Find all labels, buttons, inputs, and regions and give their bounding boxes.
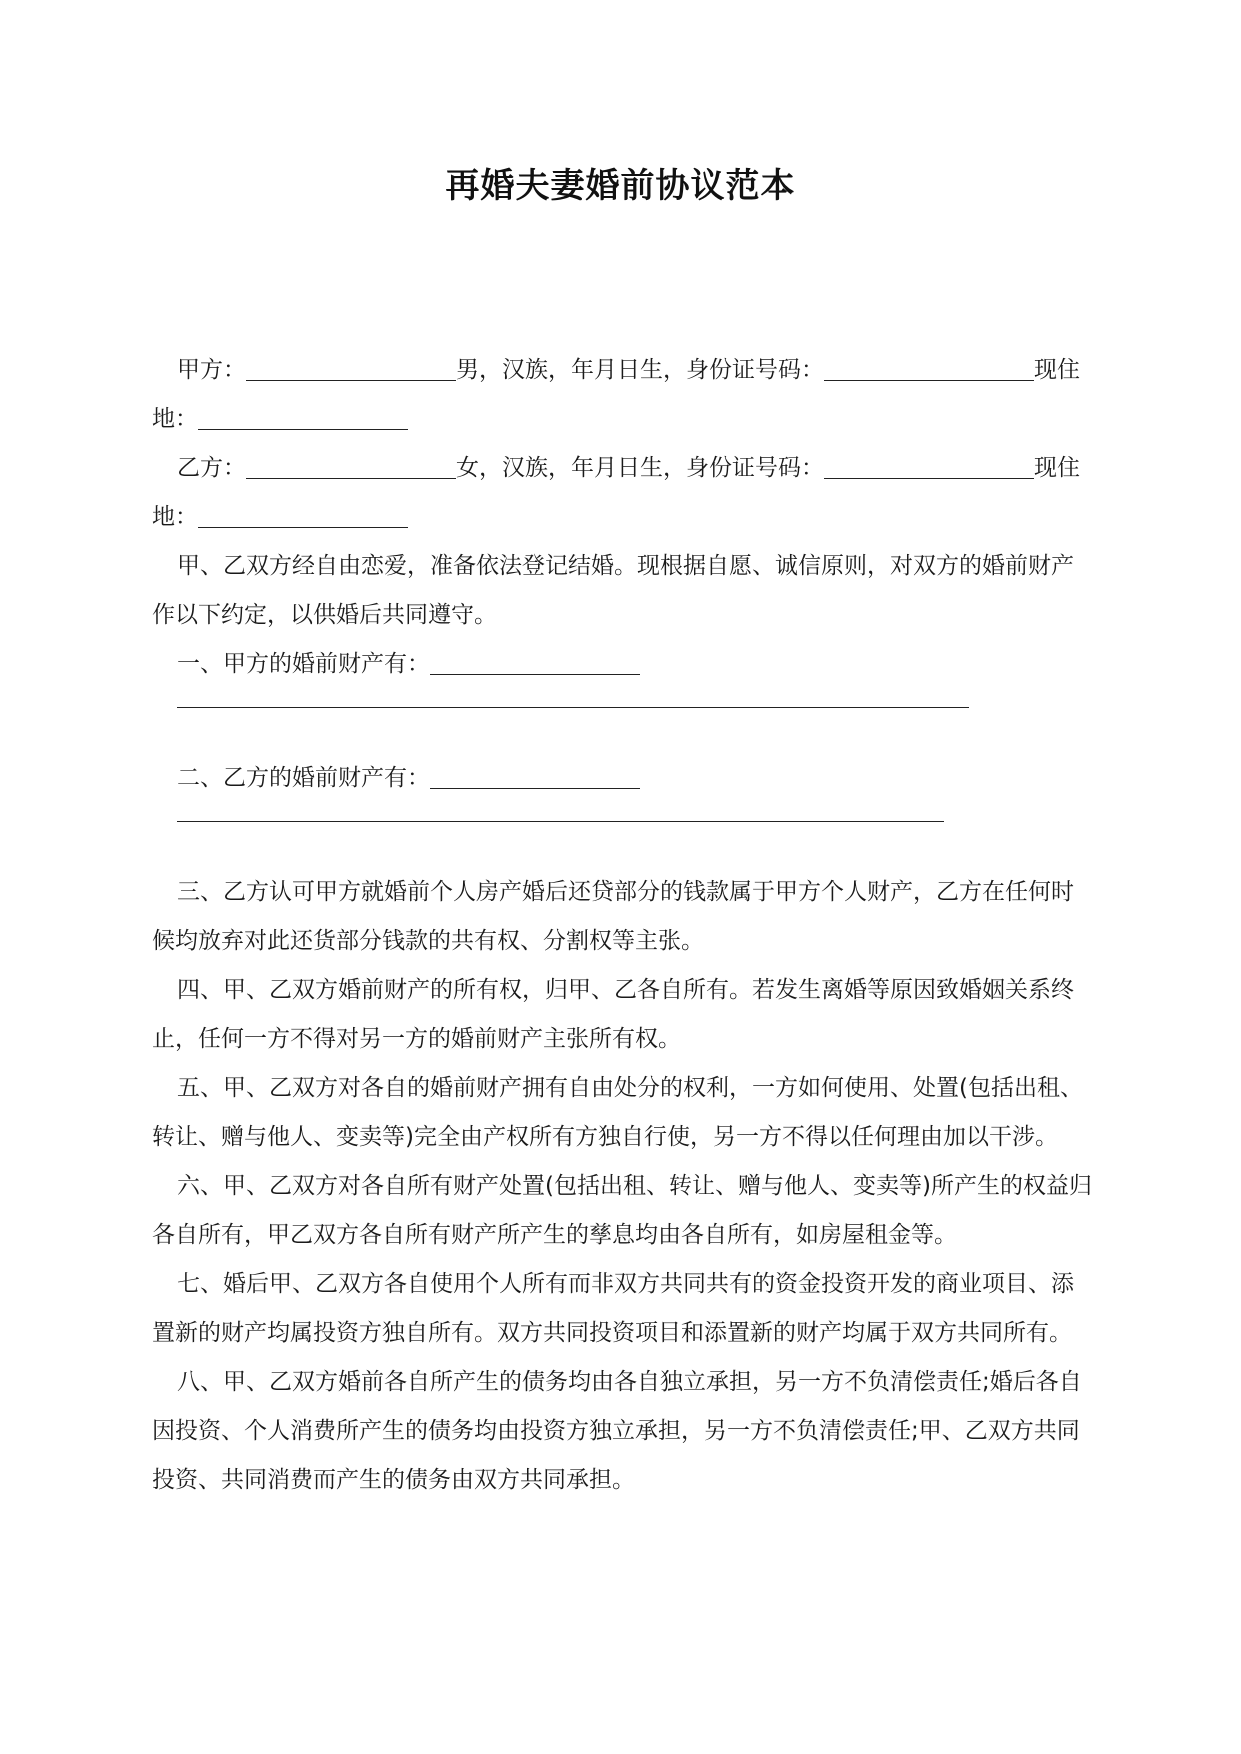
party-a-addr-blank (198, 403, 408, 430)
fill-line (177, 821, 944, 822)
clause-1-label: 一、甲方的婚前财产有： (177, 651, 430, 677)
document-title: 再婚夫妻婚前协议范本 (445, 166, 796, 206)
clause-8: 八、甲、乙双方婚前各自所产生的债务均由各自独立承担，另一方不负清偿责任;婚后各自因投资、个人消费所产生的债务均由投资方独立承担，另一方不负清偿责任;甲、乙双方共同投资、共同消费而产生的债务由双方共同承担。 (152, 1369, 1082, 1493)
party-b-addr-blank (198, 501, 408, 528)
party-a-id-blank (824, 354, 1034, 381)
party-b-name-blank (246, 452, 456, 479)
party-b-addr-prefix: 现 (1034, 455, 1057, 481)
clause-1-blank (430, 648, 640, 675)
clause-1 (152, 640, 1092, 689)
clause-2-fill-line (152, 803, 1092, 852)
document-body (152, 346, 1092, 1505)
spacer (152, 852, 1092, 868)
clause-5: 五、甲、乙双方对各自的婚前财产拥有自由处分的权利，一方如何使用、处置(包括出租、转让、赠与他人、变卖等)完全由产权所有方独自行使，另一方不得以任何理由加以干涉。 (152, 1075, 1083, 1150)
party-b-addr-label: 住地： (152, 455, 1080, 530)
clause-2-blank (430, 762, 640, 789)
spacer (152, 738, 1092, 754)
party-b-line (152, 444, 1092, 542)
intro-paragraph: 甲、乙双方经自由恋爱，准备依法登记结婚。现根据自愿、诚信原则，对双方的婚前财产作以下约定，以供婚后共同遵守。 (152, 553, 1074, 628)
party-a-addr-label: 住地： (152, 357, 1080, 432)
clause-6: 六、甲、乙双方对各自所有财产处置(包括出租、转让、赠与他人、变卖等)所产生的权益归各自所有，甲乙双方各自所有财产所产生的孳息均由各自所有，如房屋租金等。 (152, 1173, 1092, 1248)
clause-2-label: 二、乙方的婚前财产有： (177, 765, 430, 791)
party-a-line (152, 346, 1092, 444)
clause-7: 七、婚后甲、乙双方各自使用个人所有而非双方共同共有的资金投资开发的商业项目、添置新的财产均属投资方独自所有。双方共同投资项目和添置新的财产均属于双方共同所有。 (152, 1271, 1074, 1346)
clause-2 (152, 754, 1092, 803)
clause-4: 四、甲、乙双方婚前财产的所有权，归甲、乙各自所有。若发生离婚等原因致婚姻关系终止，任何一方不得对另一方的婚前财产主张所有权。 (152, 977, 1074, 1052)
clause-3: 三、乙方认可甲方就婚前个人房产婚后还贷部分的钱款属于甲方个人财产，乙方在任何时候均放弃对此还货部分钱款的共有权、分割权等主张。 (152, 879, 1074, 954)
party-a-addr-prefix: 现 (1034, 357, 1057, 383)
party-b-id-blank (824, 452, 1034, 479)
party-a-label: 甲方： (177, 357, 246, 383)
party-a-name-blank (246, 354, 456, 381)
party-b-label: 乙方： (177, 455, 246, 481)
party-a-desc: 男，汉族，年月日生，身份证号码： (456, 357, 824, 383)
fill-line (177, 707, 969, 708)
clause-1-fill-line (152, 689, 1092, 738)
party-b-desc: 女，汉族，年月日生，身份证号码： (456, 455, 824, 481)
